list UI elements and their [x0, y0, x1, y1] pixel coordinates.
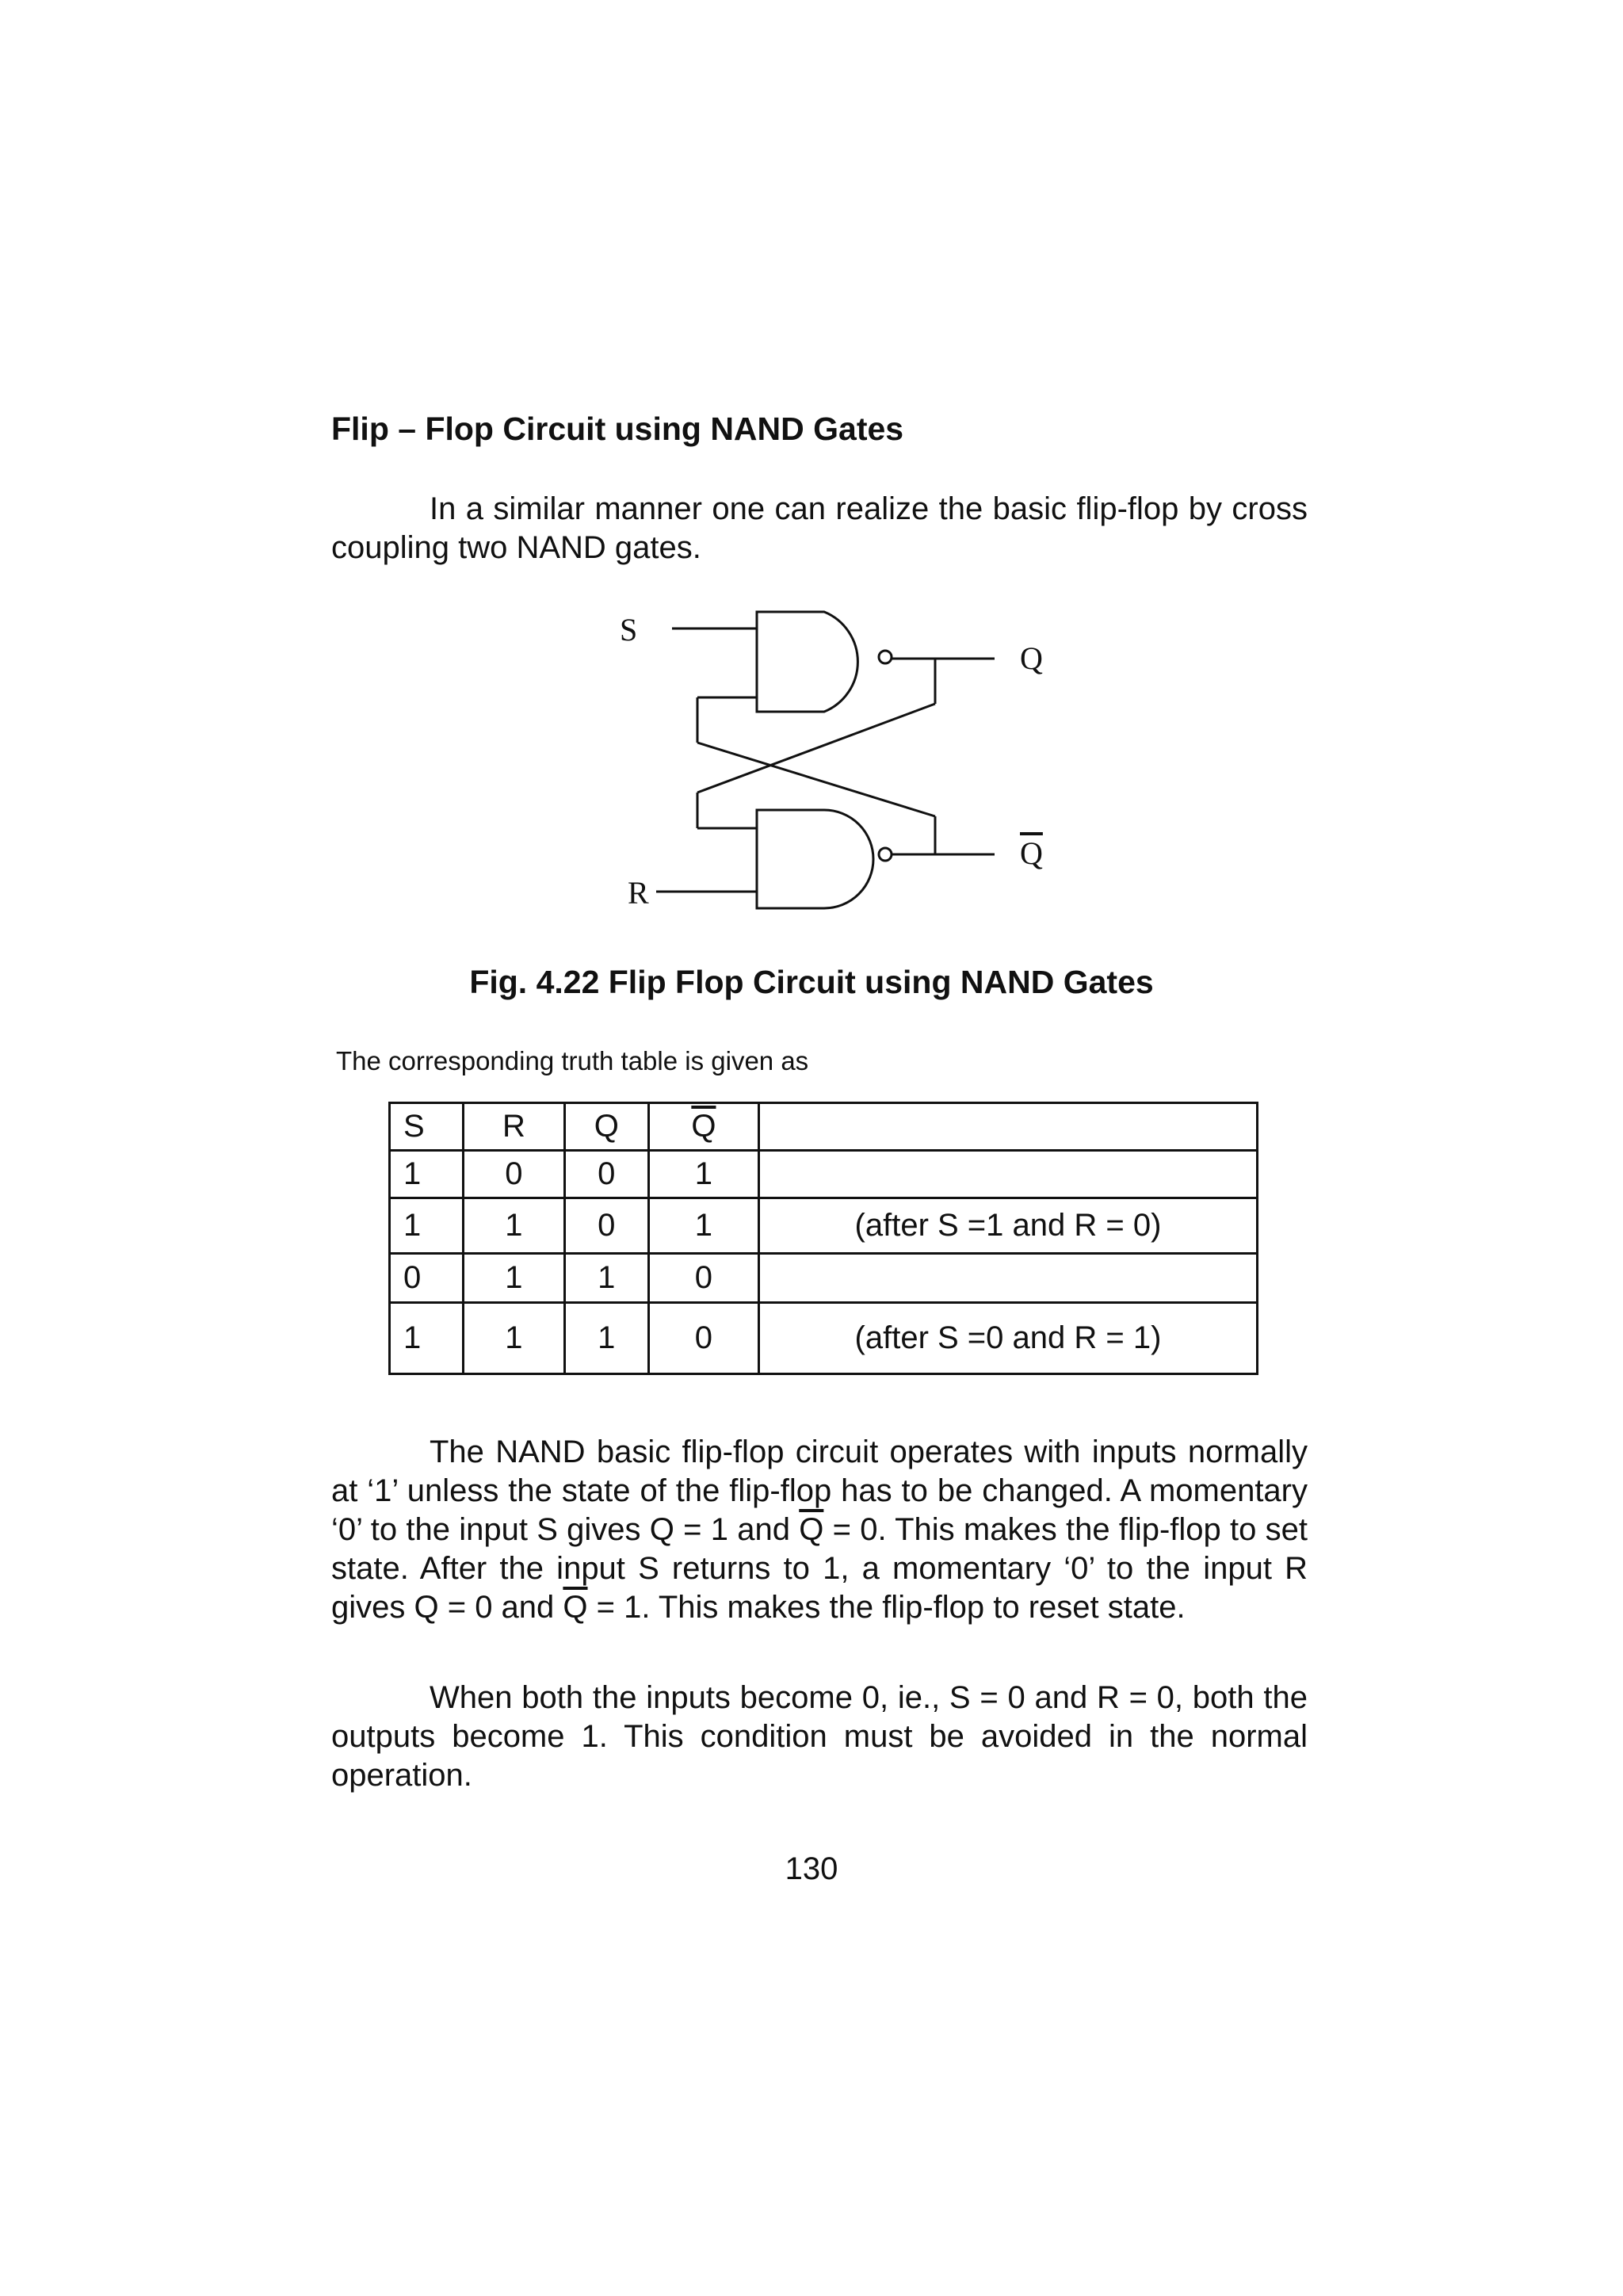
cell-r: 0 — [464, 1151, 564, 1198]
forbidden-state-text: When both the inputs become 0, ie., S = 0 and R = 0, both the outputs become 1. This condition must be avoided in the normal operation. — [331, 1680, 1308, 1793]
lower-nand-gate — [757, 810, 873, 908]
truth-table-header-row — [390, 1103, 1258, 1151]
table-row — [390, 1198, 1258, 1254]
upper-nand-gate — [757, 612, 857, 712]
qbar-label: Q — [1020, 835, 1043, 871]
cell-s: 0 — [390, 1254, 464, 1303]
r-label: R — [628, 875, 649, 911]
truth-table — [388, 1102, 1258, 1375]
q-label: Q — [1020, 640, 1043, 676]
operation-text-3: = 1. This makes the flip-flop to reset state. — [587, 1590, 1186, 1625]
cell-r: 1 — [464, 1198, 564, 1254]
cell-qbar: 1 — [648, 1151, 758, 1198]
cell-s: 1 — [390, 1303, 464, 1374]
nand-flip-flop-diagram — [0, 0, 1623, 951]
section-title: Flip – Flop Circuit using NAND Gates — [331, 411, 904, 447]
operation-text-1: The NAND basic flip-flop circuit operates with inputs normally at ‘1’ unless the state of the flip-flop has to be changed. A momentary ‘0’ to the input S gives Q = 1 and — [331, 1435, 1308, 1547]
table-row — [390, 1303, 1258, 1374]
figure-caption: Fig. 4.22 Flip Flop Circuit using NAND Gates — [469, 964, 1154, 1000]
header-note — [758, 1103, 1257, 1151]
table-row — [390, 1254, 1258, 1303]
cell-note — [758, 1151, 1257, 1198]
header-r: R — [464, 1103, 564, 1151]
cell-s: 1 — [390, 1198, 464, 1254]
upper-nand-bubble — [879, 651, 892, 663]
cell-q: 0 — [564, 1198, 648, 1254]
cell-qbar: 0 — [648, 1303, 758, 1374]
cell-qbar: 1 — [648, 1198, 758, 1254]
forbidden-state-paragraph — [331, 1679, 1308, 1795]
table-row — [390, 1151, 1258, 1198]
q-bar-symbol: $\overline{Q}$ — [799, 1512, 824, 1547]
cell-note: (after S =1 and R = 0) — [758, 1198, 1257, 1254]
intro-text: In a similar manner one can realize the basic flip-flop by cross coupling two NAND gates. — [331, 491, 1308, 565]
cell-qbar: 0 — [648, 1254, 758, 1303]
header-q: Q — [564, 1103, 648, 1151]
cell-note — [758, 1254, 1257, 1303]
cell-q: 0 — [564, 1151, 648, 1198]
lower-nand-bubble — [879, 848, 892, 861]
cell-q: 1 — [564, 1254, 648, 1303]
page-number: 130 — [785, 1851, 838, 1886]
operation-text-2: = 0. This makes the flip-flop to set state. After the input S returns to 1, a momentary ‘0’ to the input R gives Q = 0 and — [331, 1512, 1308, 1625]
cell-q: 1 — [564, 1303, 648, 1374]
operation-paragraph — [331, 1433, 1308, 1627]
cell-r: 1 — [464, 1254, 564, 1303]
cell-s: 1 — [390, 1151, 464, 1198]
header-s: S — [390, 1103, 464, 1151]
s-label: S — [620, 612, 638, 648]
truth-table-intro: The corresponding truth table is given as — [336, 1046, 809, 1075]
q-bar-symbol: $\overline{Q}$ — [563, 1590, 588, 1625]
cell-note: (after S =0 and R = 1) — [758, 1303, 1257, 1374]
cell-r: 1 — [464, 1303, 564, 1374]
header-qbar: $\overline{Q}$ — [648, 1103, 758, 1151]
